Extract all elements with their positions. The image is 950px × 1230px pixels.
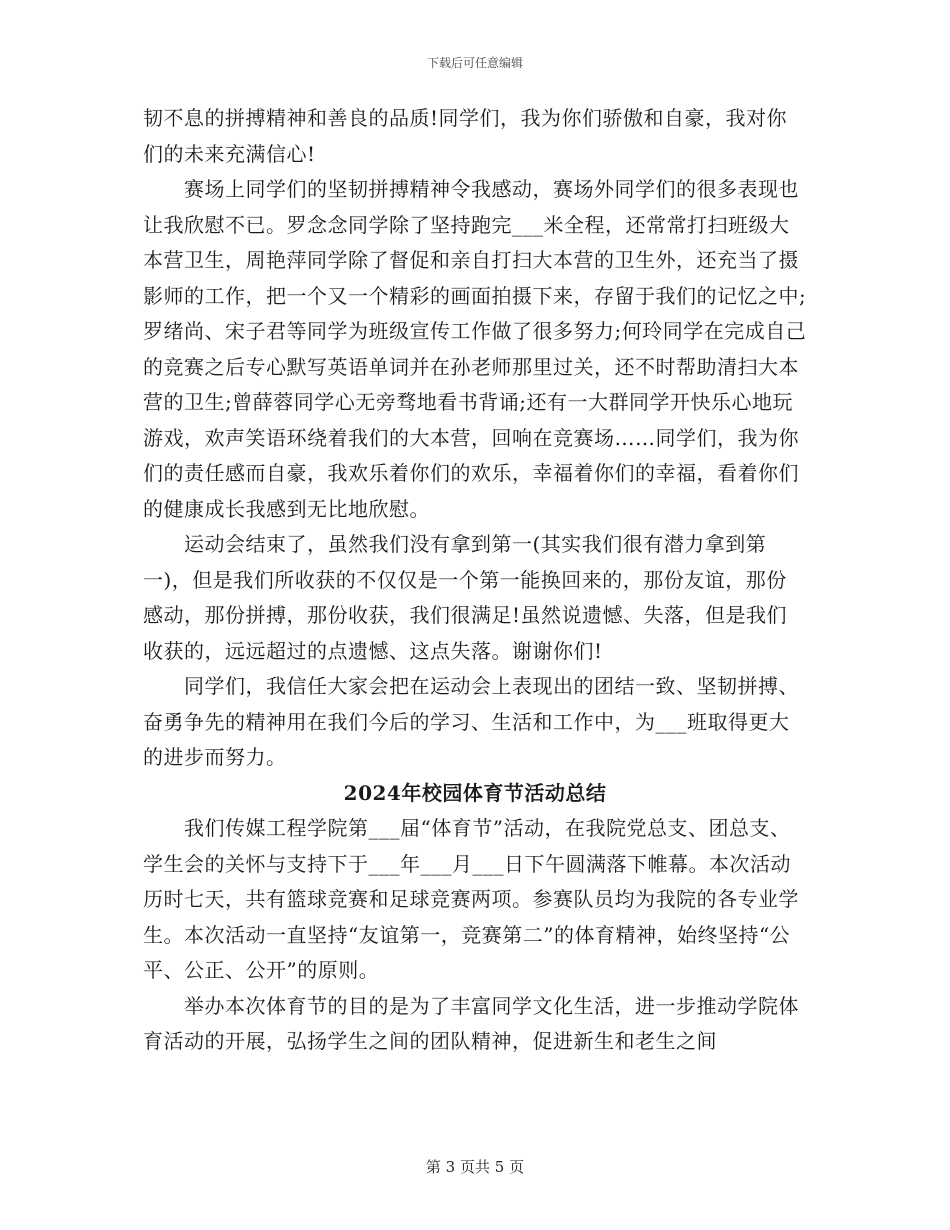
page-header: 下载后可任意编辑 — [426, 56, 523, 70]
page-number: 第 3 页共 5 页 — [425, 1158, 525, 1176]
paragraph-closing: 同学们，我信任大家会把在运动会上表现出的团结一致、坚韧拼搏、奋勇争先的精神用在我们今后的学习、生活和工作中，为___班取得更大的进步而努力。 — [143, 674, 799, 769]
document-body — [143, 101, 807, 1060]
paragraph-festival-purpose: 举办本次体育节的目的是为了丰富同学文化生活，进一步推动学院体育活动的开展，弘扬学生之间的团队精神，促进新生和老生之间 — [143, 993, 799, 1053]
paragraph-festival-intro: 我们传媒工程学院第___届“体育节”活动，在我院党总支、团总支、学生会的关怀与支持下于___年___月___日下午圆满落下帷幕。本次活动历时七天，共有篮球竞赛和足球竞赛两项。参赛队员均为我院的各专业学生。本次活动一直坚持“友谊第一，竞赛第二”的体育精神，始终坚持“公平、公正、公开”的原则。 — [143, 816, 799, 982]
section-title: 2024年校园体育节活动总结 — [343, 780, 607, 805]
paragraph-continuation: 韧不息的拼搏精神和善良的品质!同学们，我为你们骄傲和自豪，我对你们的未来充满信心! — [143, 106, 788, 166]
paragraph-teammates: 赛场上同学们的坚韧拼搏精神令我感动，赛场外同学们的很多表现也让我欣慰不已。罗念念同学除了坚持跑完___米全程，还常常打扫班级大本营卫生，周艳萍同学除了督促和亲自打扫大本营的卫生外，还充当了摄影师的工作，把一个又一个精彩的画面拍摄下来，存留于我们的记忆之中;罗绪尚、宋子君等同学为班级宣传工作做了很多努力;何玲同学在完成自己的竞赛之后专心默写英语单词并在孙老师那里过关，还不时帮助清扫大本营的卫生;曾薛蓉同学心无旁骛地看书背诵;还有一大群同学开快乐心地玩游戏，欢声笑语环绕着我们的大本营，回响在竞赛场……同学们，我为你们的责任感而自豪，我欢乐着你们的欢乐，幸福着你们的幸福，看着你们的健康成长我感到无比地欣慰。 — [143, 177, 807, 521]
paragraph-sports-meet-end: 运动会结束了，虽然我们没有拿到第一(其实我们很有潜力拿到第一)，但是我们所收获的不仅仅是一个第一能换回来的，那份友谊，那份感动，那份拼搏，那份收获，我们很满足!虽然说遗憾、失落，但是我们收获的，远远超过的点遗憾、这点失落。谢谢你们! — [143, 532, 788, 663]
